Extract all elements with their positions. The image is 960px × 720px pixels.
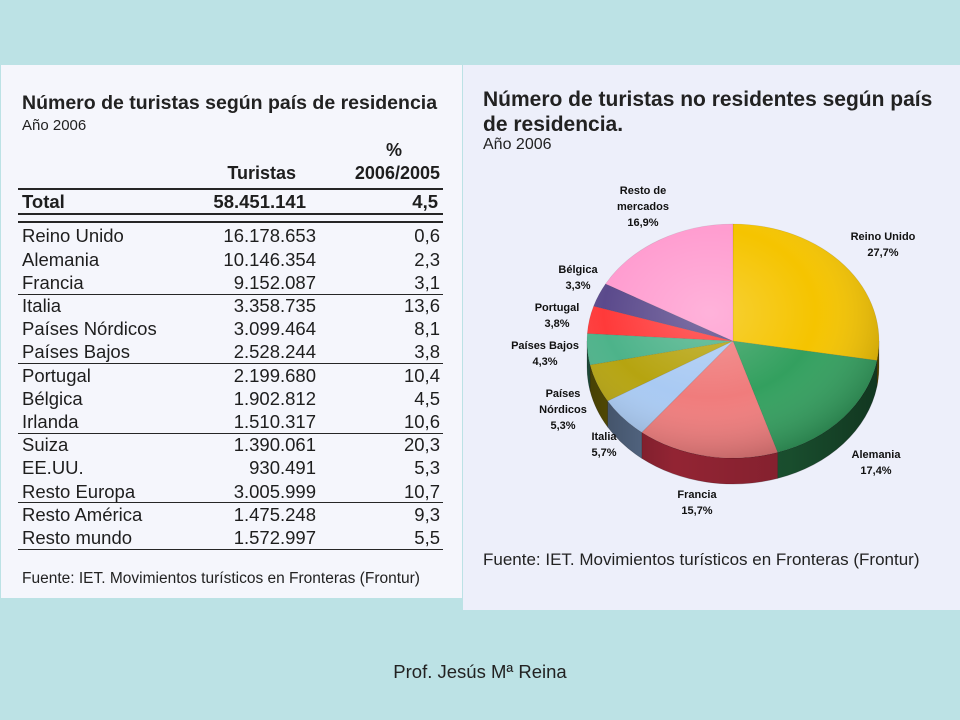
pie-label-reino-unido (851, 229, 916, 261)
tourists-cell: 10.146.354 (223, 248, 316, 270)
pie-label-alemania (852, 447, 901, 479)
total-tourists: 58.451.141 (213, 191, 306, 212)
pie-label-resto-de-mercados (612, 183, 674, 231)
pct-change-cell: 4,5 (414, 387, 440, 409)
country-cell: Irlanda (22, 411, 79, 432)
table-row (18, 456, 443, 479)
country-cell: Alemania (22, 248, 100, 270)
chart-subtitle: Año 2006 (483, 136, 552, 153)
table-row (18, 271, 443, 294)
pct-change-cell: 20,3 (403, 434, 440, 456)
tourists-cell: 1.475.248 (233, 503, 316, 525)
pct-change-cell: 10,7 (403, 480, 440, 502)
table-row (18, 433, 443, 456)
country-cell: Portugal (22, 364, 91, 386)
total-row (18, 191, 443, 213)
tourists-cell: 3.005.999 (233, 480, 316, 502)
table-row (18, 248, 443, 271)
pie-label-value: 16,9% (627, 217, 659, 229)
pct-change-cell: 3,1 (414, 271, 440, 293)
pie-label-paises-bajos (511, 338, 579, 370)
pct-change-cell: 9,3 (414, 503, 440, 525)
pie-label-value: 3,3% (565, 280, 591, 292)
tourists-cell: 1.510.317 (233, 411, 316, 432)
tourists-cell: 2.199.680 (233, 364, 316, 386)
pie-label-value: 27,7% (867, 247, 899, 259)
pie-label-value: 15,7% (681, 505, 713, 517)
country-cell: Resto América (22, 503, 143, 525)
chart-source: Fuente: IET. Movimientos turísticos en Fronteras (Frontur) (483, 550, 920, 569)
total-rule-double (18, 221, 443, 223)
pct-change-cell: 8,1 (414, 318, 440, 340)
country-cell: Francia (22, 271, 84, 293)
pct-change-cell: 3,8 (414, 341, 440, 363)
chart-title-line-2: de residencia. (483, 113, 624, 136)
pie-label-portugal (535, 300, 580, 332)
table-row (18, 294, 443, 317)
pie-top-shading (587, 224, 879, 458)
header-tourists: Turistas (227, 163, 296, 183)
table-row (18, 387, 443, 410)
total-rule (18, 213, 443, 215)
pie-label-category: Alemania (851, 449, 901, 461)
table-row (18, 410, 443, 433)
pct-change-cell: 2,3 (414, 248, 440, 270)
tourists-cell: 1.390.061 (233, 434, 316, 456)
pie-label-category: Francia (677, 489, 717, 501)
table-row (18, 340, 443, 363)
pct-change-cell: 13,6 (403, 295, 440, 316)
tourists-cell: 930.491 (249, 457, 316, 479)
tourists-cell: 16.178.653 (223, 225, 316, 247)
pie-label-category: Resto de mercados (617, 185, 669, 213)
country-cell: Países Nórdicos (22, 318, 157, 340)
tourists-cell: 3.099.464 (233, 318, 316, 340)
country-cell: Países Bajos (22, 341, 130, 363)
table-source: Fuente: IET. Movimientos turísticos en Fronteras (Frontur) (22, 570, 420, 587)
pie-label-italia (591, 429, 616, 461)
pie-label-value: 5,7% (591, 447, 617, 459)
header-pct-symbol: % (385, 140, 402, 160)
table-row (18, 317, 443, 340)
tourists-cell: 1.902.812 (233, 387, 316, 409)
tourists-cell: 3.358.735 (233, 295, 316, 316)
pie-label-belgica (558, 262, 597, 294)
pie-label-category: Países Nórdicos (539, 388, 587, 416)
pie-label-category: Reino Unido (850, 231, 916, 243)
pct-change-cell: 0,6 (414, 225, 440, 247)
tourists-cell: 1.572.997 (233, 527, 316, 548)
chart-title-line-1: Número de turistas no residentes según país (483, 88, 933, 111)
pie-label-value: 4,3% (532, 356, 558, 368)
tourists-cell: 2.528.244 (233, 341, 316, 363)
country-cell: Resto Europa (22, 480, 136, 502)
country-cell: Suiza (22, 434, 69, 456)
header-rule (18, 188, 443, 190)
table-row (18, 526, 443, 549)
group-divider (18, 549, 443, 550)
pie-label-francia (677, 487, 716, 519)
pie-label-value: 17,4% (860, 465, 892, 477)
table-row (18, 224, 443, 247)
pie-label-paises-nordicos (535, 386, 591, 434)
country-cell: Bélgica (22, 387, 83, 409)
pct-change-cell: 5,5 (414, 527, 440, 548)
pie-label-value: 3,8% (544, 318, 570, 330)
pie-label-category: Italia (591, 431, 617, 443)
pie-label-category: Países Bajos (511, 340, 579, 352)
country-cell: EE.UU. (22, 457, 84, 479)
table-row (18, 503, 443, 526)
country-cell: Italia (22, 295, 62, 316)
total-pct-change: 4,5 (412, 191, 438, 212)
table-row (18, 364, 443, 387)
table-row (18, 480, 443, 503)
pct-change-cell: 5,3 (414, 457, 440, 479)
header-pct-period: 2006/2005 (354, 163, 440, 183)
country-cell: Resto mundo (22, 527, 133, 548)
pct-change-cell: 10,6 (403, 411, 440, 432)
table-subtitle: Año 2006 (22, 117, 87, 134)
pie-label-value: 5,3% (550, 420, 576, 432)
total-label: Total (22, 191, 65, 212)
table-title: Número de turistas según país de residencia (22, 92, 438, 114)
slide-footer-author: Prof. Jesús Mª Reina (393, 661, 567, 682)
country-cell: Reino Unido (22, 225, 124, 247)
tourists-cell: 9.152.087 (233, 271, 316, 293)
pie-label-category: Portugal (534, 302, 580, 314)
pie-label-category: Bélgica (558, 264, 598, 276)
pct-change-cell: 10,4 (403, 364, 440, 386)
